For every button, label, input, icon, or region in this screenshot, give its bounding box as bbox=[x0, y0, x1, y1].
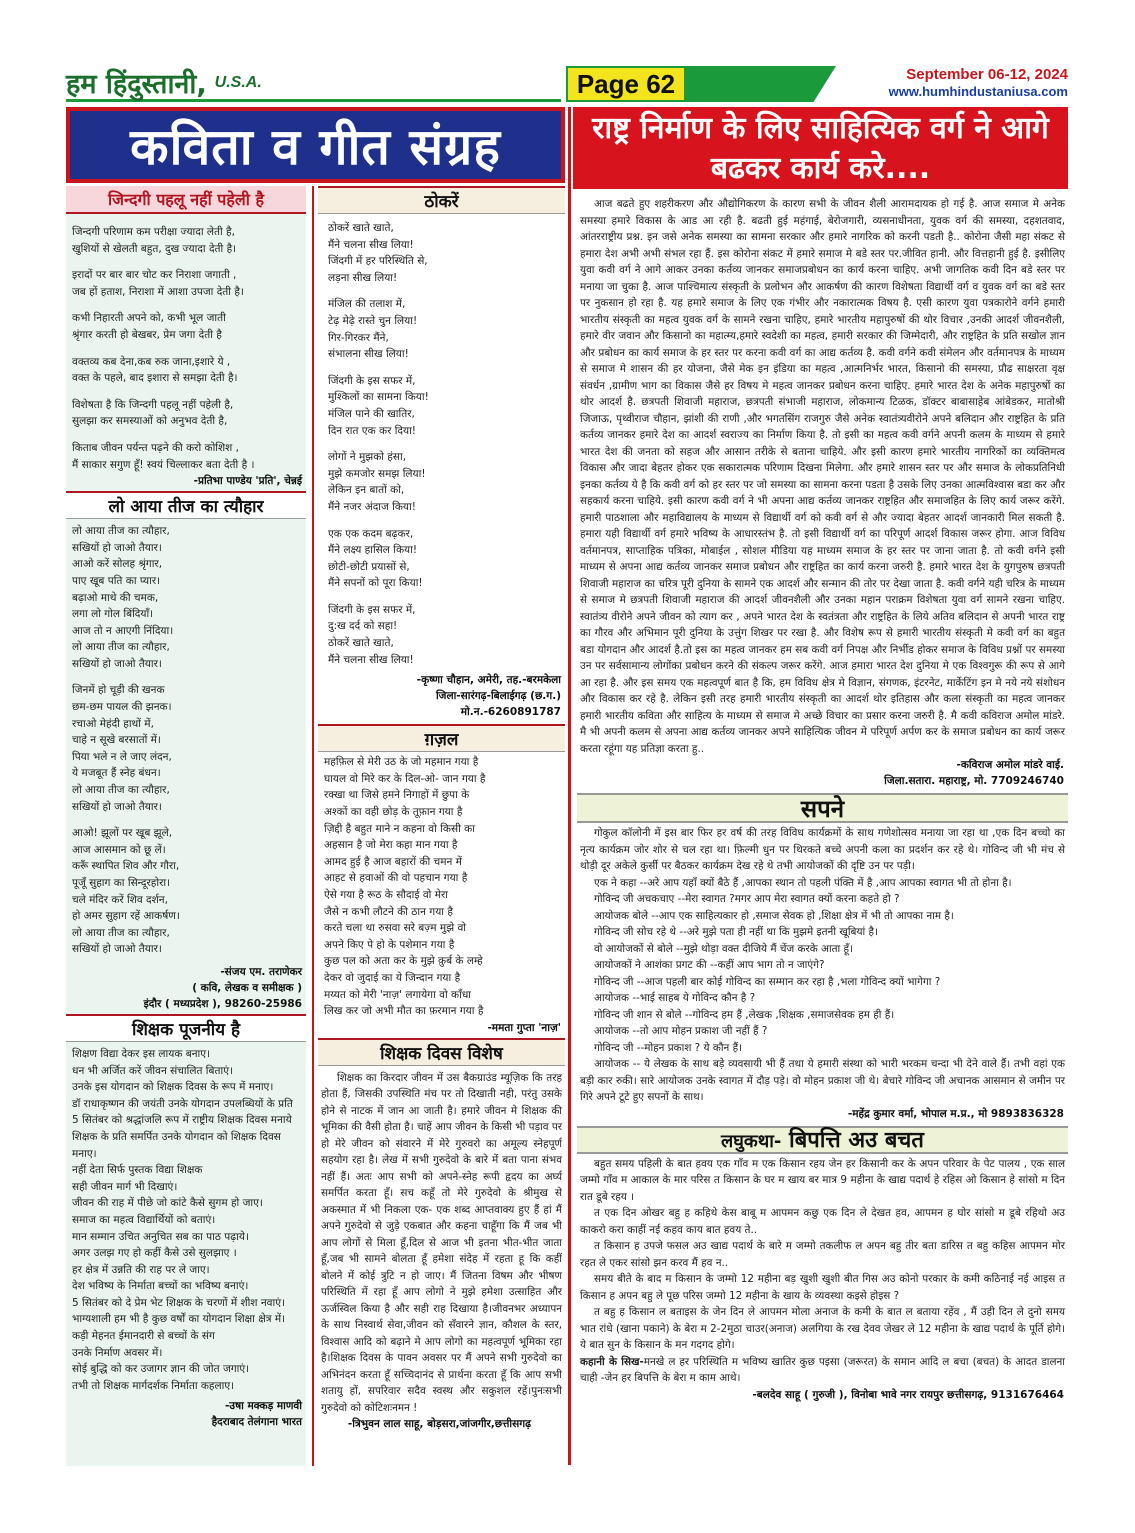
author-line: मो.न.-6260891787 bbox=[460, 706, 561, 719]
poem-line: डॉ राधाकृष्णन की जयंती उनके योगदान उपलब्धियों के प्रति bbox=[72, 1097, 293, 1110]
poem-line: मंजिल की तलाश में, bbox=[328, 298, 406, 311]
laghukatha-name: बिपत्ति अउ बचत bbox=[789, 1127, 924, 1153]
poem-line: ठोकरें खाते खाते, bbox=[328, 222, 394, 234]
poem-body bbox=[66, 1046, 306, 1394]
masthead-title: हम हिंदुस्तानी, bbox=[66, 69, 207, 100]
poem-author: -प्रतिभा पाण्डेय 'प्रति', चेन्नई bbox=[193, 475, 302, 488]
poem-line: पाए खूब पति का प्यार। bbox=[72, 574, 161, 587]
poem-line: गिर-गिरकर मैंने, bbox=[328, 331, 389, 344]
article-place: जिला.सतारा. महाराष्ट्र, मो. 7709246740 bbox=[884, 775, 1064, 787]
poem-line: आहट से हवाओं की वो पहचान गया है bbox=[324, 872, 468, 885]
poem-line: जैसे न कभी लौटने की ठान गया है bbox=[324, 905, 453, 918]
poem-line: वक्तव्य कब देना,कब रुक जाना,इशारे ये , bbox=[72, 355, 231, 368]
poem-line: सखियों हो जाओ तैयार। bbox=[72, 541, 162, 554]
poem-line: आज तो न आएगी निंदिया। bbox=[72, 624, 174, 637]
poem-line: मैंने चलना सीख लिया! bbox=[328, 653, 414, 666]
poem-line: लिख कर जो अभी मौत का फ़रमान गया है bbox=[324, 1005, 484, 1018]
poem-line: नहीं देता सिर्फ पुस्तक विद्या शिक्षक bbox=[72, 1164, 203, 1177]
poem-line: सखियों हो जाओ तैयार। bbox=[72, 657, 162, 670]
moral-text: मनखे ल हर परिस्थिति म भविष्य खातिर कुछ पइसा (जरूरत) के समान आदि ल बचा (बचत) के आदत डालना चाही -जेन हर बिपत्ति के बेरा म काम आथे। bbox=[580, 1355, 1065, 1384]
main-headline: राष्ट्र निर्माण के लिए साहित्यिक वर्ग ने आगे बढकर कार्य करे.... bbox=[573, 107, 1068, 189]
poem-line: मैंने चलना सीख लिया! bbox=[328, 238, 414, 251]
paragraph: आयोजक --भाई साहब ये गोविन्द कौन है ? bbox=[594, 992, 756, 1004]
laghukatha-title bbox=[577, 1126, 1068, 1154]
paragraph: गोविन्द जी --मोहन प्रकाश ? ये कौन हैं। bbox=[594, 1041, 743, 1054]
poem-line: करते चला था रुसवा सरे बज़्म मुझे वो bbox=[324, 922, 467, 935]
poem-line: रक्खा था जिसे हमने निगाहों में छुपा के bbox=[324, 789, 470, 802]
poem-line: बढ़ाओ माथे की चमक, bbox=[72, 591, 159, 604]
paragraph: त बहु ह किसान ल बताइस के जेन दिन ले आपमन मोला अनाज के कमी के बात ल बताया रहेंव , मैं उही दिन ले दुनो समय भात रांधे (खाना पकाने) के बेरा म 2-2मुठा चाउर(अनाज) अलगिया के रख देवव जेखर ले 12 महीना के खाद्य पदार्थ के पूर्ति होगे। ये बात सुन के किसान के मन गदगद होगे। bbox=[580, 1306, 1065, 1351]
poem-line: 5 सितंबर को श्रद्धांजलि रूप में राष्ट्रीय शिक्षक दिवस मनाये bbox=[72, 1114, 292, 1127]
poem-line: हो अमर सुहाग रहें आकर्षण। bbox=[72, 910, 180, 923]
poem-line: लगा लो गोल बिंदियाँ। bbox=[72, 608, 154, 621]
poem-line: लो आया तीज का त्यौहार, bbox=[72, 641, 170, 654]
story-author: -महेंद्र कुमार वर्मा, भोपाल म.प्र., मो 9893836328 bbox=[847, 1107, 1064, 1120]
poem-line: कभी निहारती अपने को, कभी भूल जाती bbox=[72, 312, 226, 325]
paragraph: समय बीते के बाद म किसान के जम्मो 12 महीना बड़ खुशी खुशी बीत गिस अउ कोनो परकार के कमी कठिनाई नई आइस त किसान ह अपन बहु ले पूछ परिस जम्मो 12 महीना के खाय के व्यवस्था कइसे होइस ? bbox=[580, 1273, 1065, 1302]
poem-line: अश्कों का वही छोड़ के तूफ़ान गया है bbox=[324, 806, 463, 819]
poem-line: समाज का महत्व विद्यार्थियों को बताएं। bbox=[72, 1213, 216, 1226]
article-title: शिक्षक दिवस विशेष bbox=[318, 1038, 565, 1066]
stanza-gap bbox=[72, 344, 306, 354]
poem-line: जिंदगी के इस सफर में, bbox=[328, 603, 416, 616]
stanza-gap bbox=[328, 439, 565, 449]
website-link[interactable]: www.humhindustaniusa.com bbox=[888, 84, 1068, 99]
header-green-bar bbox=[686, 66, 836, 102]
poem-author bbox=[66, 964, 306, 1012]
paragraph: आयोजक --तो आप मोहन प्रकाश जी नहीं हैं ? bbox=[594, 1025, 768, 1037]
story-title: सपने bbox=[577, 793, 1068, 823]
poem-line: चाहे न सूखे बरसातों में। bbox=[72, 734, 161, 747]
poem-line: छम-छम पायल की झनक। bbox=[72, 701, 172, 714]
poem-body bbox=[66, 224, 306, 473]
author-line: इंदौर ( मध्यप्रदेश ), 98260-25986 bbox=[143, 997, 302, 1010]
section-title: कविता व गीत संग्रह bbox=[66, 107, 565, 183]
poem-line: देकर वो जुदाई का ये जिन्दान गया है bbox=[324, 971, 461, 984]
author-line: जिला-सारंगढ़-बिलाईगढ़ (छ.ग.) bbox=[435, 690, 561, 703]
poem-line: लड़ना सीख लिया! bbox=[328, 271, 398, 284]
poem-title: जिन्दगी पहलू नहीं पहेली है bbox=[66, 186, 306, 214]
poem-line: कुछ पल को अता कर के मुझे क़ुर्ब के लम्हे bbox=[324, 955, 483, 968]
stanza-gap bbox=[328, 592, 565, 602]
poem-line: मैंने लक्ष्य हासिल किया! bbox=[328, 544, 418, 557]
poem-line: 5 सितंबर को दे प्रेम भेट शिक्षक के चरणों में शीश नवाएं। bbox=[72, 1296, 286, 1309]
poem-line: अहसान है जो मेरा कहा मान गया है bbox=[324, 839, 458, 852]
poem-line: जीवन की राह में पीछे जो कांटे कैसे सुगम हो जाए। bbox=[72, 1197, 263, 1210]
poem-line: सोई बुद्धि को कर उजागर ज्ञान की जोत जगाएं। bbox=[72, 1363, 250, 1376]
laghukatha-author: -बलदेव साहू ( गुरुजी ), विनोबा भावे नगर रायपुर छत्तीसगढ़, 9131676464 bbox=[752, 1388, 1064, 1401]
poem-line: मुझे कमजोर समझ लिया! bbox=[328, 467, 426, 480]
poem-line: किताब जीवन पर्यन्त पढ़ने की करो कोशिश , bbox=[72, 441, 239, 454]
author-line: ( कवि, लेखक व समीक्षक ) bbox=[192, 981, 302, 994]
poem-line: चले मंदिर करें शिव दर्शन, bbox=[72, 893, 168, 906]
article-body: शिक्षक का किरदार जीवन में उस बैकग्राउंड म्यूज़िक कि तरह होता हैं, जिसकी उपस्थिति मंच पर तो दिखाती नही, परंतु उसके होने से नाटक में जान आ जाती है। हमारे जीवन मे शिक्षक की भूमिका की वैसी होता है। चाहें आप जीवन के किसी भी पड़ाव पर हो मेरे जीवन को संवारने में मेरे गुरुवरो का अमूल्य स्नेहपूर्ण सहयोग रहा है। लेख में सभी गुरुदेवो के बारे में बता पाना संभव नहीं हैं। अतः आप सभी को अपने-स्नेह रूपी हृदय का अर्घ्य समर्पित करता हूँ। सच कहूँ तो मेरे गुरुदेवो के श्रीमुख से अकस्मात में भी निकला एक- एक शब्द आप्तवाक्य हुए हैं हां मैं अपने गुरुदेवो से जुड़े एकबात और कहना चाहूँगा कि मैं जब भी आप लोगों से मिला हूँ,दिल से आज भी इतना भीत-भीत जाता हूँ,जब भी सामने बोलता हूँ हमेशा संदेह में रहता हू कि कहीं बोलने में कोई त्रुटि न हो जाए। मैं जितना विषम और भीषण परिस्थिति में रहा हूँ आप लोगो ने मुझे हमेशा उत्साहित और ऊर्जस्विल किया है और सही राह दिखाया है।जीवनभर अध्यापन के साथ निस्वार्थ सेवा,जीवन को सँवारने ज्ञान, कौशल के स्तर, विश्वास आदि को बढ़ाने मे आप लोगो का महत्वपूर्ण भूमिका रहा है।शिक्षक दिवस के पावन अवसर पर मैं अपने सभी गुरुदेवो का अभिनंदन करता हूँ सच्चिदानंद से प्रार्थना करता हूँ कि आप सभी शतायु हों, सपरिवार सदैव स्वस्थ और सकुशल रहें।पुनःसभी गुरुदेवो को कोटिशःनमन ! bbox=[321, 1071, 562, 1414]
column-divider-right bbox=[568, 107, 571, 1465]
poem-line: जिनमें हो चूड़ी की खनक bbox=[72, 684, 165, 697]
column-3 bbox=[577, 196, 1068, 1403]
author-line: -कृष्णा चौहान, अमेरी, तह.-बरमकेला bbox=[416, 674, 561, 687]
poem-line: उनके इस योगदान को शिक्षक दिवस के रूप में मनाए। bbox=[72, 1081, 274, 1094]
column-2 bbox=[318, 186, 565, 1466]
laghukatha-body bbox=[577, 1156, 1068, 1354]
poem-line: ज़िद्दी है बहुत माने न कहना वो किसी का bbox=[324, 822, 475, 835]
paragraph: बहुत समय पहिली के बात हवय एक गाँव म एक किसान रहय जेन हर किसानी कर के अपन परिवार के पेट पालय , एक साल जम्मो गाँव म आकाल के मार परिस त किसान के घर म खाय बर मात्र 9 महीना के खाद्य पदार्थ हे रहिस ओ किसान हे सांसो म दिन रात डूबे रहय । bbox=[580, 1157, 1065, 1203]
poem-line: खुशियों से खेलती बहुत, दुख ज्यादा देती है। bbox=[72, 242, 237, 255]
poem-line: लो आया तीज का त्यौहार, bbox=[72, 926, 170, 939]
paragraph: गोविन्द जी --आज पहली बार कोई गोविन्द का सम्मान कर रहा है ,भला गोविन्द क्यों भागेगा ? bbox=[594, 975, 941, 988]
paragraph: आयोजक -- ये लेखक के साथ बड़े व्यवसायी भी हैं तथा ये हमारी संस्था को भारी भरकम चन्दा भी देने वाले हैं। तभी वहां एक बड़ी कार रुकी। सारे आयोजक उनके स्वागत में दौड़ पड़े। वो मोहन प्रकाश जी थे। बेचारे गोविन्द जी अचानक आसमान से जमीन पर गिरे अपने टूटे हुए सपनों के साथ। bbox=[580, 1058, 1065, 1103]
poem-title: शिक्षक पूजनीय है bbox=[66, 1014, 306, 1042]
poem-line: वक्त के पहले, बाद इशारा से समझा देती है। bbox=[72, 372, 238, 385]
poem-line: जिंदगी के इस सफर में, bbox=[328, 374, 416, 387]
poem-line: ऐसे गया है रूठ के सौदाई वो मेरा bbox=[324, 889, 449, 901]
paragraph: आयोजकों ने आशंका प्रगट की --कहीं आप भाग तो न जाएंगे? bbox=[594, 959, 825, 971]
poem-line: लो आया तीज का त्यौहार, bbox=[72, 525, 170, 538]
stanza-gap bbox=[72, 430, 306, 440]
poem-line: शिक्षण विद्या देकर इस लायक बनाए। bbox=[72, 1047, 211, 1060]
paragraph: गोविन्द जी शान से बोले --गोविन्द हम हैं ,लेखक ,शिक्षक ,समाजसेवक हम ही हैं। bbox=[594, 1008, 895, 1021]
poem-line: सही जीवन मार्ग भी दिखाएं। bbox=[72, 1180, 178, 1193]
paragraph: वो आयोजकों से बोले --मुझे थोड़ा वक्त दीजिये मैं चेंज करके आता हूँ। bbox=[594, 942, 853, 955]
paragraph: गोविन्द जी अचकचाए --मेरा स्वागत ?मगर आप मेरा स्वागत क्यों करना कहते हो ? bbox=[594, 893, 900, 905]
author-line: -संजय एम. तराणेकर bbox=[220, 965, 302, 978]
poem-line: विशेषता है कि जिन्दगी पहलू नहीं पहेली है, bbox=[72, 398, 234, 411]
author-line: हैदराबाद तेलंगाना भारत bbox=[211, 1416, 302, 1429]
poem-line: ये मजबूत हैं स्नेह बंधन। bbox=[72, 767, 161, 780]
poem-line: मुश्किलों का सामना किया! bbox=[328, 391, 429, 404]
poem-line: जिन्दगी परिणाम कम परीक्षा ज्यादा लेती है, bbox=[72, 226, 235, 238]
article-body: आज बढते हुए शहरीकरण और औद्योगिकरण के कारण सभी के जीवन शैली आरामदायक हो गई है. आज समाज मे अनेक समस्या हमारे विकास के आड आ रही है. बढती हुई महंगाई, बेरोजगारी, व्यसनाधीनता, युवक वर्ग की समस्या, दहशतवाद, आंतरराष्ट्रीय प्रश्न. इन जसे अनेक समस्या का सामना सरकार और हमारे नागरिक को करनी पडती है.. कोरोना जैसी महा संकट से हमारा देश अभी अभी संभल रहा हैं. इस कोरोना संकट में हमारे समाज मे बडे स्तर पर.जीवित हानी. और वित्तहानी हुई है. इसीलिए युवा कवी वर्ग ने आगे आकर उनका कर्तव्य जानकर समाजप्रबोधन का कार्य करना चाहिए. अभी जागतिक कवी दिन बडे स्तर पर मनाया जा चुका है. आज पाश्चिमात्य संस्कृती के प्रलोभन और आकर्षण की कारण विशेषता विद्यार्थी वर्ग व युवक वर्ग का बडे स्तर पर नुकसान हो रहा है. यह हमारे समाज के लिए एक गंभीर और नकारात्मक विषय है. एसी कारण युवा पत्रकारोने वर्गने हमारी भारतीय संस्कृती का महत्व युवक वर्ग के सामने रखना चाहिए, हमारे भारतीय महापुरुषों की थोर विचार ,उनकी आदर्श जीवनशैली, हमारे वीर जवान और किसानो का महात्म्य,हमारे स्वदेशी का महत्व, हमारी सरकार की जिम्मेदारी, और राष्ट्रहित के प्रति सखोल ज्ञान और प्रबोधन का कार्य समाज के हर स्तर पर करना कवी वर्ग का आद्य कर्तव्य है. कवी वर्गने कवी संमेलन और वर्तमानपत्र के माध्यम से समाज मे शासन की हर योजना, जैसे मेक इन इंडिया का महत्व ,आत्मनिर्भर भारत, किसानो की समस्या, प्रौढ साक्षरता वृक्ष संवर्धन ,ग्रामीण भाग का विकास जैसे हर विषय मे महत्व जानकर प्रबोधन करना चाहिए. हमारे भारत देश के अनेक महापुरुषों का थोर आदर्श है. छत्रपती शिवाजी महाराज, छत्रपती संभाजी महाराज, लोकमान्य टिळक, डॉक्टर बाबासाहेब आंबेडकर, मातोश्री जिजाऊ, पृथ्वीराज चौहान, झांशी की राणी ,और भगतसिंग राजगुरु जैसे अनेक स्वातंत्र्यवीरोने अपने बलिदान और राष्ट्रहित के प्रति कर्तव्य जानकर हमारे देश का आदर्श स्वराज्य का निर्माण किया है. तो इसी का महत्व कवी वर्गने अपनी कलम के माध्यम से हमारे भारत देश की जनता को सहज और आसान तरीके से बताना चाहिये. और इसी कारण हमारे भारतीय नागरिकों का व्यक्तिमत्व विकास और जादा बेहतर होकर एक सकारात्मक परिणाम दिखना मिलेगा. और हमारे शासन स्तर पर और समाज के लोकप्रतिनिधी इनका कर्तव्य ये है कि कवी वर्ग को हर स्तर पर जो समस्या का सामना करना पडता है उसके लिए उनका आत्मविश्वास बडा कर और सहकार्य करना चाहिये. इसी कारण कवी वर्ग ने भी अपना आद्य कर्तव्य जानकर राष्ट्रहित और समाजहित के लिए कार्य जरूर करेंगे. हमारी पाठशाला और महाविद्यालय के माध्यम से विद्यार्थी वर्ग को कवी वर्ग से और ज्यादा बेहतर आदर्श जानकारी मिल सकती है. हमारा यही विद्यार्थी वर्ग हमारे भविष्य के आधारस्तंभ है. तो इसी विद्यार्थी वर्ग का परिपूर्ण आदर्श विकास जरूर होगा. आज विविध वर्तमानपत्र, साप्ताहिक पत्रिका, मोबाईल , सोशल मीडिया यह माध्यम समाज के हर स्तर पर जाना जाता है. तो कवी वर्गने इसी माध्यम से अपना आद्य कर्तव्य जानकर समाज प्रबोधन और राष्ट्रहित का कार्य करना जरुरी है. हमारे भारत देश के युगपुरुष छत्रपती शिवाजी महाराज का चरित्र पूरी दुनिया के सामने एक आदर्श और सन्मान की तोर पर देखा जाता है. कवी वर्गने यही चरित्र के माध्यम से समाज मे छत्रपती शिवाजी महाराज की आदर्श जीवनशैली और उनका महान पराक्रम विशेषता युवा वर्ग सामने रखना चाहिए. स्वातंत्र्य वीरोने अपने जीवन को त्याग कर , अपने भारत देश के स्वतंत्रता और राष्ट्रहित के लिये अतिव बलिदान से अपनी भारत राष्ट्र का गौरव और अभिमान पूरी दुनिया के उत्तुंग शिखर पर रखा है. और विशेष रूप से हमारी भारतीय संस्कृती मे कवी वर्ग का बहुत बडा योगदान और आदर्श है.तो इस का महत्व जानकर हम सब कवी वर्ग निपक्ष और निर्भीड होकर समाज के विविध प्रश्नों पर समस्या उन पर सर्वसामान्य लोगोंका प्रबोधन करने की संकल्प जरूर करेंगे. आज हमारा भारत देश दुनिया मे एक विश्वगुरू की रूप से आगे आ रहा है. और इस समय एक महत्वपूर्ण बात है कि, हम विविध क्षेत्र मे विज्ञान, संगणक, इंटरनेट, मार्केटिंग इन मे नये नये संशोधन और विकास कर रहे है. लेकिन इसी तरह हमारी भारतीय संस्कृती का आदर्श थोर इतिहास और कला संस्कृती का महत्व जानकर हमारी भारतीय कविता और साहित्य के माध्यम से समाज मे अच्छे विचार का प्रसार करना जरुरी है. मै कवी कविराज अमोल मांडरे. मै भी अपनी कलम से अपना आद्य कर्तव्य जानकर अपने साहित्यिक जीवन मे परिपूर्ण अर्पण कर के समाज प्रबोधन का कार्य जरूर करता रहूंगा यह प्रतिज्ञा करता हु.. bbox=[580, 198, 1066, 755]
poem-line: कड़ी मेहनत ईमानदारी से बच्चों के संग bbox=[72, 1330, 215, 1343]
poem-line: जिंदगी में हर परिस्थिति से, bbox=[328, 255, 428, 268]
column-1 bbox=[66, 186, 306, 1466]
stanza-gap bbox=[72, 387, 306, 397]
moral-label: कहानी के सिख- bbox=[580, 1355, 644, 1368]
poem-line: मैंने सपनों को पूरा किया! bbox=[328, 577, 423, 590]
poem-line: करूँ स्थापित शिव और गौरा, bbox=[72, 860, 180, 873]
poem-line: मय्यत को मेरी 'नाज़' लगायेगा वो काँधा bbox=[324, 988, 471, 1001]
laghukatha-moral bbox=[577, 1354, 1068, 1387]
poem-author bbox=[318, 672, 565, 720]
poem-line: उनके निर्माण अवसर में। bbox=[72, 1346, 163, 1359]
poem-line: आओ! झूलों पर खूब झूले, bbox=[72, 827, 173, 840]
stanza-gap bbox=[328, 363, 565, 373]
paragraph: गोकुल कॉलोनी में इस बार फिर हर वर्ष की तरह विविध कार्यक्रमों के साथ गणेशोत्सव मनाया जा रहा था ,एक दिन बच्चो का नृत्य कार्यक्रम जोर शोर से चल रहा था। फ़िल्मी धुन पर थिरकते बच्चे अपनी कला का प्रदर्शन कर रहे थे। गोविन्द जी भी मंच से थोड़ी दूर अकेले कुर्सी पर बैठकर कार्यक्रम देख रहे थे तभी आयोजकों की दृष्टि उन पर पड़ी। bbox=[580, 827, 1065, 872]
poem-author bbox=[66, 1398, 306, 1430]
poem-line: आज आसमान को छू लें। bbox=[72, 843, 166, 856]
stanza-gap bbox=[328, 516, 565, 526]
article-author: -कविराज अमोल मांडरे वाई. bbox=[956, 759, 1064, 771]
laghukatha-label: लघुकथा- bbox=[721, 1130, 782, 1152]
poem-line: टेढ़ मेढ़े रास्ते चुन लिया! bbox=[328, 314, 418, 327]
poem-line: श्रृंगार करती हो बेखबर, प्रेम जगा देती है bbox=[72, 328, 222, 341]
poem-line: भाग्यशाली हम भी है कुछ वर्षों का योगदान शिक्षा क्षेत्र में। bbox=[72, 1313, 286, 1326]
poem-line: पूजूँ सुहाग का सिन्दूरहोरा। bbox=[72, 877, 171, 889]
poem-body bbox=[318, 220, 565, 668]
poem-line: मान सम्मान उचित अनुचित सब का पाठ पढ़ाये। bbox=[72, 1230, 249, 1243]
poem-line: मैं साकार सगुण हूँ! स्वयं चिल्लाकर बता देती है । bbox=[72, 458, 255, 471]
paragraph: त एक दिन ओखर बहु ह कहिथे केस बाबू म आपमन कछु एक दिन ले देखत हव, आपमन ह घोर सांसो म डूबे रहिथो अउ काकरो करा काहीं नई कहव काय बात हवय ते.. bbox=[580, 1207, 1065, 1236]
poem-line: मैंने नजर अंदाज किया! bbox=[328, 500, 416, 513]
poem-title: ग़ज़ल bbox=[318, 724, 565, 752]
poem-line: सखियों हो जाओ तैयार। bbox=[72, 943, 162, 956]
poem-line: आमद हुई है आज बहारों की चमन में bbox=[324, 855, 462, 868]
poem-line: दु:ख दर्द को सहा! bbox=[328, 620, 398, 633]
story-body bbox=[577, 825, 1068, 1106]
poem-title: ठोकरें bbox=[318, 186, 565, 214]
poem-body bbox=[318, 754, 565, 1020]
paragraph: त किसान ह उपजे फसल अउ खाद्य पदार्थ के बारे म जम्मो तकलीफ ल अपन बहु तीर बता डारिस त बहु कहिस आपमन मोर रहत ले एकर सांसो झन करव मैं हव न.. bbox=[580, 1240, 1065, 1269]
stanza-gap bbox=[72, 815, 306, 825]
poem-line: रचाओ मेहंदी हाथों में, bbox=[72, 717, 154, 730]
poem-line: हर क्षेत्र में उन्नति की राह पर ले जाए। bbox=[72, 1263, 210, 1276]
poem-line: ठोकरें खाते खाते, bbox=[328, 637, 394, 650]
poem-line: अगर उलझ गए हो कहीं कैसे उसे सुलझाए । bbox=[72, 1247, 237, 1260]
poem-line: जब हों हताश, निराशा में आशा उपजा देती है। bbox=[72, 285, 244, 298]
stanza-gap bbox=[328, 286, 565, 296]
poem-line: लोगों ने मुझको हंसा, bbox=[328, 451, 407, 464]
poem-line: लो आया तीज का त्यौहार, bbox=[72, 784, 170, 797]
poem-line: देश भविष्य के निर्माता बच्चों का भविष्य बनाएं। bbox=[72, 1280, 249, 1293]
stanza-gap bbox=[72, 257, 306, 267]
masthead-bar bbox=[66, 66, 561, 102]
issue-date: September 06-12, 2024 bbox=[906, 66, 1068, 83]
column-divider-left bbox=[312, 186, 314, 1466]
poem-line: एक एक कदम बढ़कर, bbox=[328, 527, 414, 540]
poem-line: इरादों पर बार बार चोट कर निराशा जगाती , bbox=[72, 269, 237, 282]
poem-line: मंजिल पाने की खातिर, bbox=[328, 407, 415, 420]
poem-line: महफ़िल से मेरी उठ के जो महमान गया है bbox=[324, 756, 479, 769]
paragraph: एक ने कहा --अरे आप यहाँ क्यों बैठे हैं ,आपका स्थान तो पहली पंक्ति में है ,आप आपका स्वागत भी तो होना है। bbox=[594, 876, 1012, 889]
poem-author: -ममता गुप्ता 'नाज़' bbox=[487, 1021, 561, 1034]
poem-line: अपने किए पे हो के पशेमान गया है bbox=[324, 938, 455, 951]
poem-line: तभी तो शिक्षक मार्गदर्शक निर्माता कहलाए। bbox=[72, 1379, 235, 1392]
paragraph: आयोजक बोले --आप एक साहित्यकार हो ,समाज सेवक हो ,शिक्षा क्षेत्र में भी तो आपका नाम है। bbox=[594, 909, 954, 922]
poem-line: दिन रात एक कर दिया! bbox=[328, 424, 417, 437]
poem-line: धन भी अर्जित करें जीवन संचालित बिताएं। bbox=[72, 1064, 233, 1077]
masthead-usa: U.S.A. bbox=[214, 73, 262, 91]
stanza-gap bbox=[72, 300, 306, 310]
paragraph: गोविन्द जी सोच रहे थे --अरे मुझे पता ही नहीं था कि मुझमे इतनी खूबियां है। bbox=[594, 926, 878, 938]
poem-line: घायल वो मिरे कर के दिल-ओ- जान गया है bbox=[324, 772, 486, 785]
poem-line: पिया भले न ले जाए लंदन, bbox=[72, 750, 172, 763]
article-author: -त्रिभुवन लाल साहू, बोड़सरा,जांजगीर,छत्तीसगढ़ bbox=[347, 1418, 532, 1431]
poem-line: शिक्षक के प्रति समर्पित उनके योगदान को शिक्षक दिवस मनाए। bbox=[72, 1130, 281, 1160]
stanza-gap bbox=[72, 672, 306, 682]
poem-line: सुलझा कर समस्याओं को अनुभव देती है, bbox=[72, 415, 228, 428]
poem-line: संभालना सीख लिया! bbox=[328, 348, 409, 361]
poem-line: छोटी-छोटी प्रयासों से, bbox=[328, 560, 410, 573]
poem-line: लेकिन इन बातों को, bbox=[328, 484, 405, 497]
author-line: -उषा मक्कड़ माणवी bbox=[224, 1400, 302, 1413]
poem-line: आओ करें सोलह श्रृंगार, bbox=[72, 558, 163, 571]
poem-title: लो आया तीज का त्यौहार bbox=[66, 491, 306, 519]
page-number: Page 62 bbox=[566, 66, 686, 102]
poem-body bbox=[66, 523, 306, 958]
poem-line: सखियों हो जाओ तैयार। bbox=[72, 800, 162, 813]
